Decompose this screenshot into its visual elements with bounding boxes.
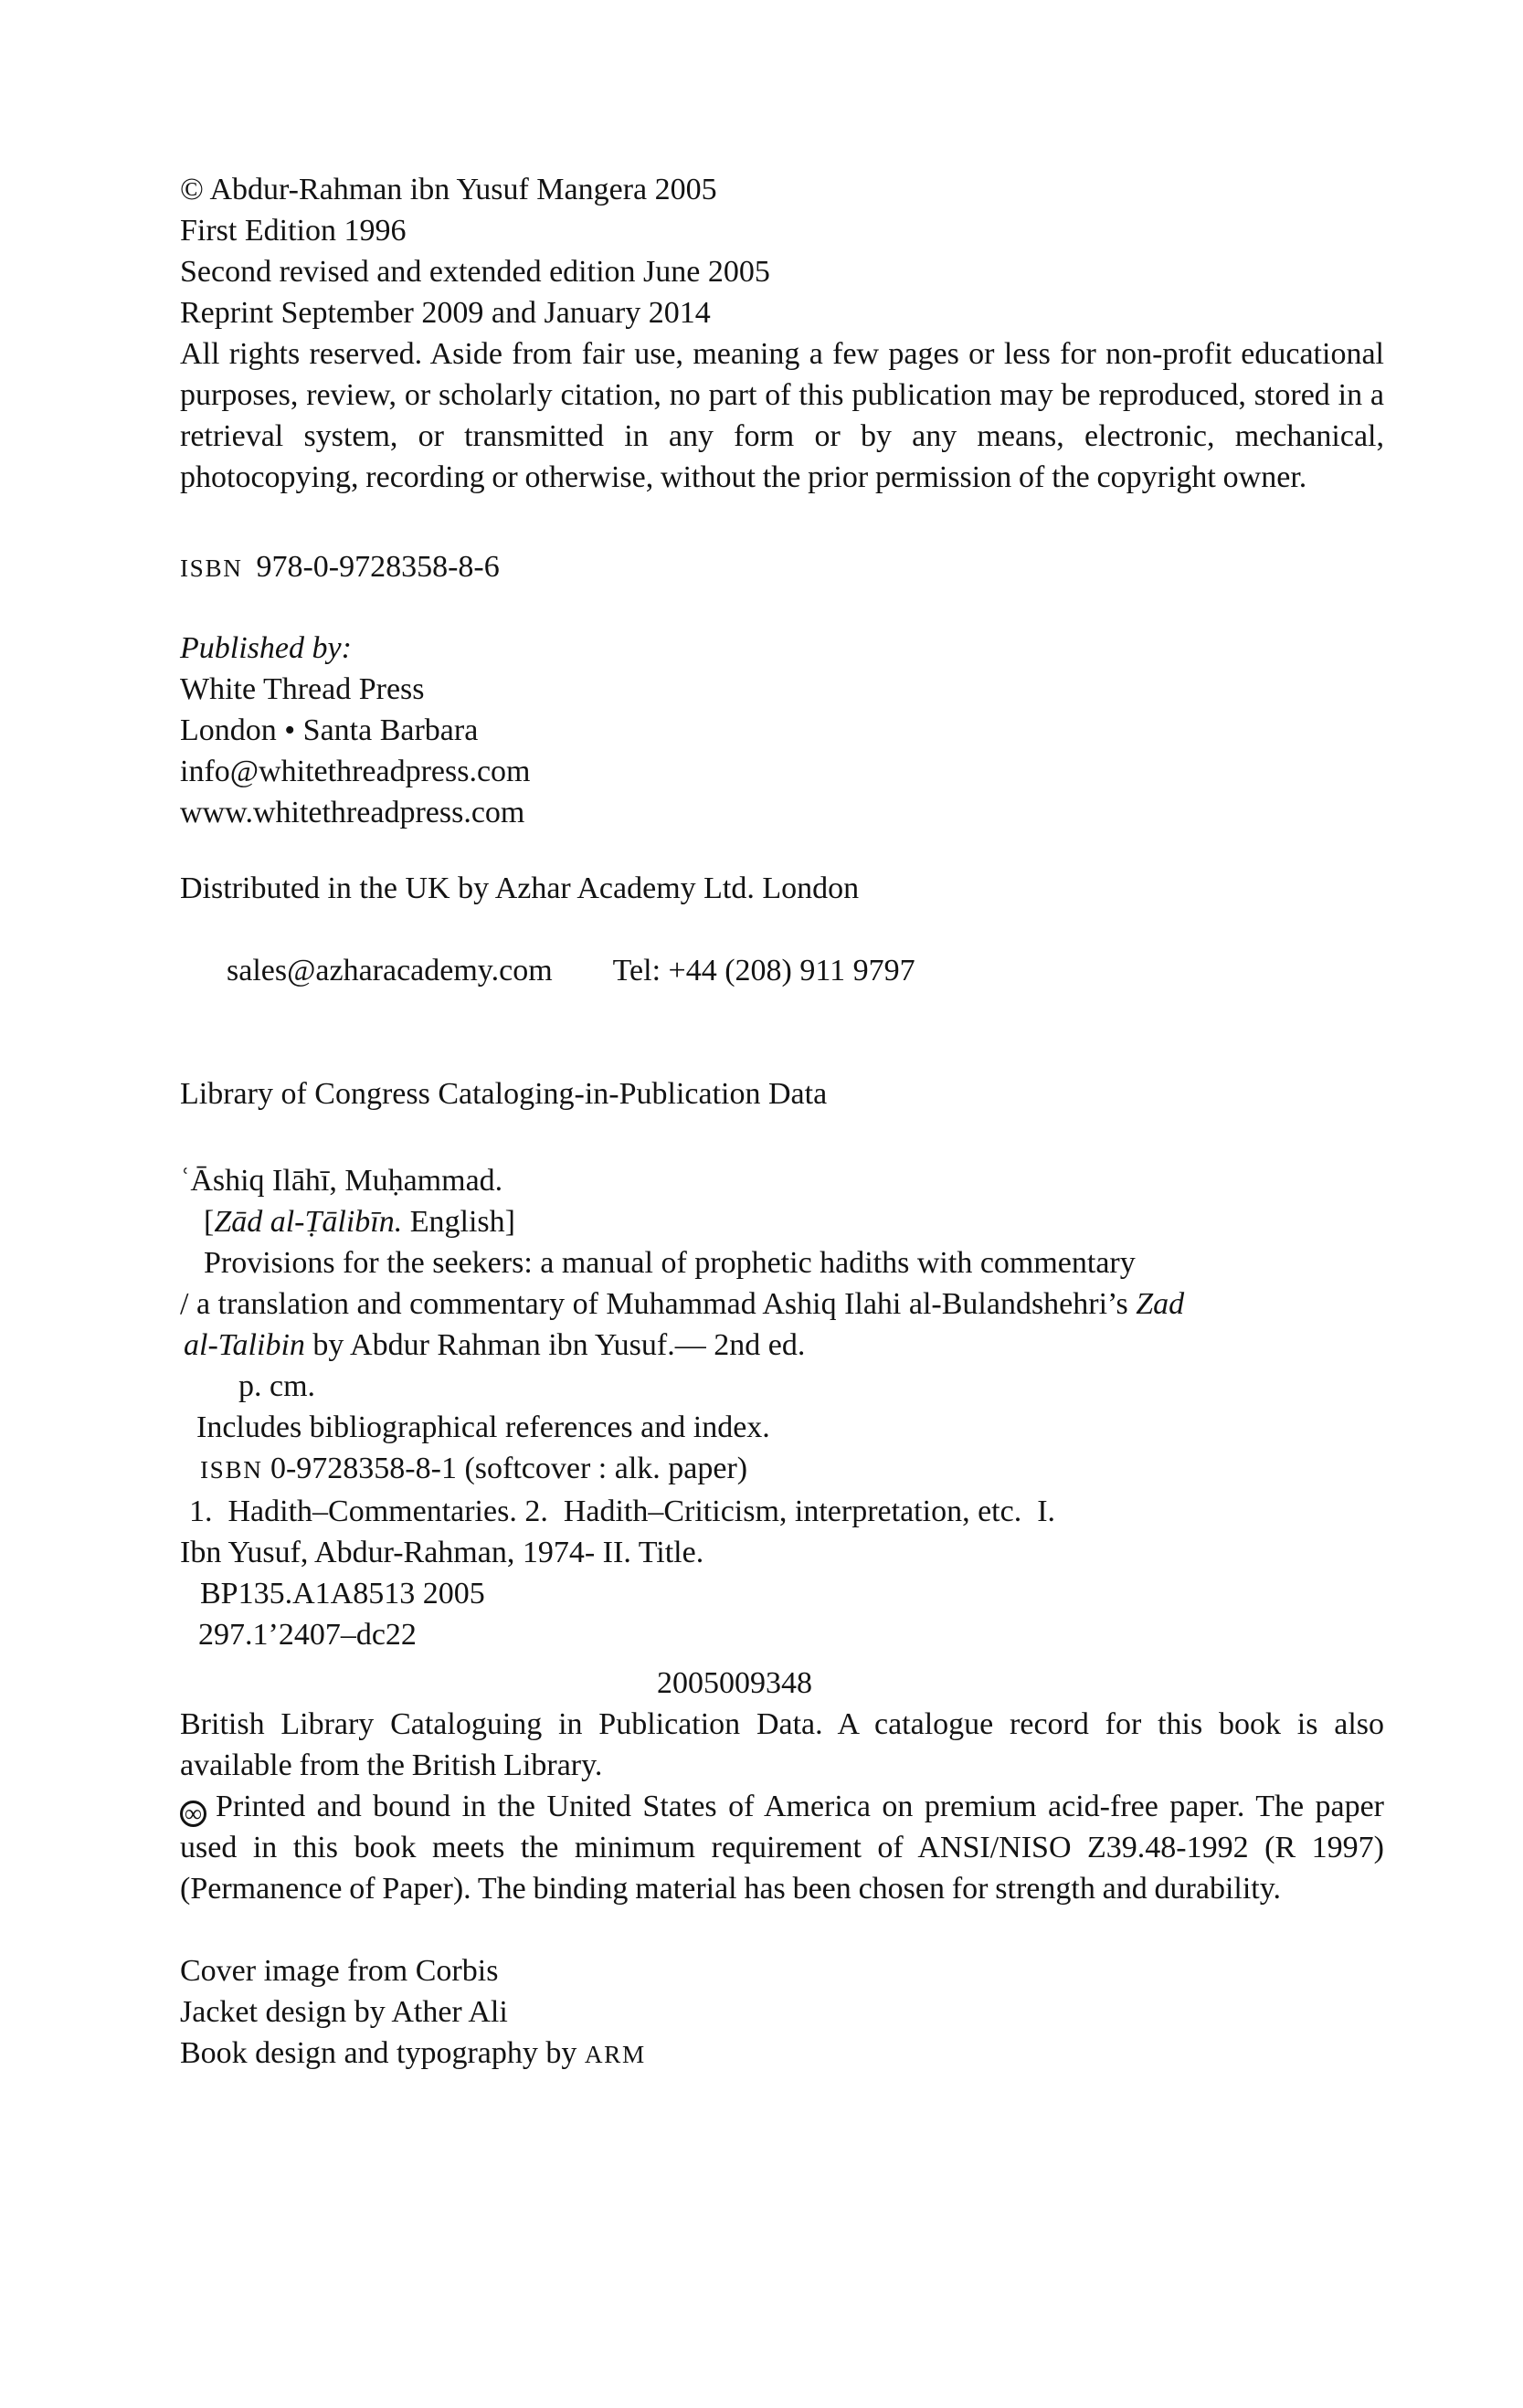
infinity-glyph: ∞ <box>184 1801 203 1827</box>
cip-isbn-label: ISBN <box>200 1456 263 1484</box>
publisher-locations: London • Santa Barbara <box>180 713 479 747</box>
british-library-paragraph: British Library Cataloguing in Publication Data. A catalogue record for this book is also available from the British Library. <box>180 1707 1384 1782</box>
loc-control-number: 2005009348 <box>657 1666 812 1700</box>
copyright-page <box>180 0 1384 2075</box>
loc-heading: Library of Congress Cataloging-in-Publication Data <box>180 1077 828 1111</box>
bracket-close: English] <box>402 1205 515 1239</box>
cip-dewey-line <box>180 1614 1384 1655</box>
cover-credit-line: Cover image from Corbis <box>180 1954 499 1988</box>
first-edition-line: First Edition 1996 <box>180 214 407 248</box>
distribution-contact-line <box>180 909 1384 1032</box>
cip-call-number: BP135.A1A8513 2005 <box>200 1577 485 1611</box>
cip-pcm: p. cm. <box>238 1369 316 1403</box>
cip-isbn-line <box>180 1448 1384 1491</box>
cip-isbn-value: 0-9728358-8-1 (softcover : alk. paper) <box>262 1452 748 1485</box>
cip-pcm-line <box>180 1366 1384 1407</box>
publisher-email: info@whitethreadpress.com <box>180 755 531 788</box>
designer-initials: ARM <box>584 2041 646 2068</box>
isbn-label: ISBN <box>180 554 243 582</box>
rights-paragraph: All rights reserved. Aside from fair use, meaning a few pages or less for non-profit educational purposes, review, or scholarly citation, no part of this publication may be reproduced, stored in a retrieval system, or transmitted in any form or by any means, electronic, mechanical, photocopying, recording or otherwise, without the prior permission of the copyright owner. <box>180 337 1384 494</box>
design-credit-line <box>180 2033 1384 2075</box>
cip-subjects: 1. Hadith–Commentaries. 2. Hadith–Criticism, interpretation, etc. I. <box>189 1494 1056 1528</box>
copyright-line: © Abdur-Rahman ibn Yusuf Mangera 2005 <box>180 173 717 206</box>
cip-title-italic-1: Zad <box>1136 1287 1185 1321</box>
cip-translation-text: / a translation and commentary of Muhammad Ashiq Ilahi al-Bulandshehri’s <box>180 1287 1137 1321</box>
distribution-tel: Tel: +44 (208) 911 9797 <box>612 954 915 987</box>
isbn-value: 978-0-9728358-8-6 <box>256 550 500 584</box>
cip-subjects-line <box>180 1491 1384 1532</box>
cip-title-line <box>180 1242 1384 1283</box>
cip-block <box>180 1160 1384 1655</box>
cip-dewey-number: 297.1’2407–dc22 <box>198 1618 417 1652</box>
cip-translation-line-2 <box>180 1325 1384 1366</box>
printed-paragraph <box>180 1786 1384 1909</box>
cip-original-title-line <box>180 1201 1384 1242</box>
publisher-block <box>180 628 1384 833</box>
distribution-email: sales@azharacademy.com <box>227 954 553 987</box>
cip-author-line <box>180 1160 1384 1201</box>
bracket-open: [ <box>204 1205 215 1239</box>
distribution-block <box>180 868 1384 1032</box>
jacket-credit-line: Jacket design by Ather Ali <box>180 1995 508 2029</box>
printed-text: Printed and bound in the United States of America on premium acid-free paper. The paper used in this book meets the minimum requirement of ANSI/NISO Z39.48-1992 (R 1997) (Permanence of Paper). The binding material has been chosen for strength and durability. <box>180 1790 1384 1906</box>
cip-author: ʿĀshiq Ilāhī, Muḥammad. <box>180 1164 503 1198</box>
cip-original-title: Zād al-Ṭālibīn. <box>214 1205 403 1239</box>
edition-block <box>180 169 1384 333</box>
cip-added-entry-line <box>180 1532 1384 1573</box>
published-by-label: Published by: <box>180 631 352 665</box>
cip-title: Provisions for the seekers: a manual of prophetic hadiths with commentary <box>204 1246 1136 1280</box>
publisher-name: White Thread Press <box>180 672 425 706</box>
cip-includes: Includes bibliographical references and index. <box>196 1410 770 1444</box>
cip-added-entry: Ibn Yusuf, Abdur-Rahman, 1974- II. Title. <box>180 1536 704 1569</box>
design-credit-text: Book design and typography by <box>180 2036 585 2070</box>
cip-title-italic-2: al-Talibin <box>184 1328 305 1362</box>
credits-block <box>180 1950 1384 2075</box>
cip-includes-line <box>180 1407 1384 1448</box>
cip-translation-line <box>180 1283 1384 1325</box>
isbn-line <box>180 546 1384 589</box>
second-edition-line: Second revised and extended edition June 2005 <box>180 255 770 289</box>
cip-call-number-line <box>180 1573 1384 1614</box>
distribution-line: Distributed in the UK by Azhar Academy Ltd. London <box>180 871 860 905</box>
acid-free-paper-icon <box>180 1801 206 1827</box>
reprint-line: Reprint September 2009 and January 2014 <box>180 296 711 330</box>
publisher-website: www.whitethreadpress.com <box>180 796 525 829</box>
cip-edition-text: by Abdur Rahman ibn Yusuf.— 2nd ed. <box>304 1328 806 1362</box>
